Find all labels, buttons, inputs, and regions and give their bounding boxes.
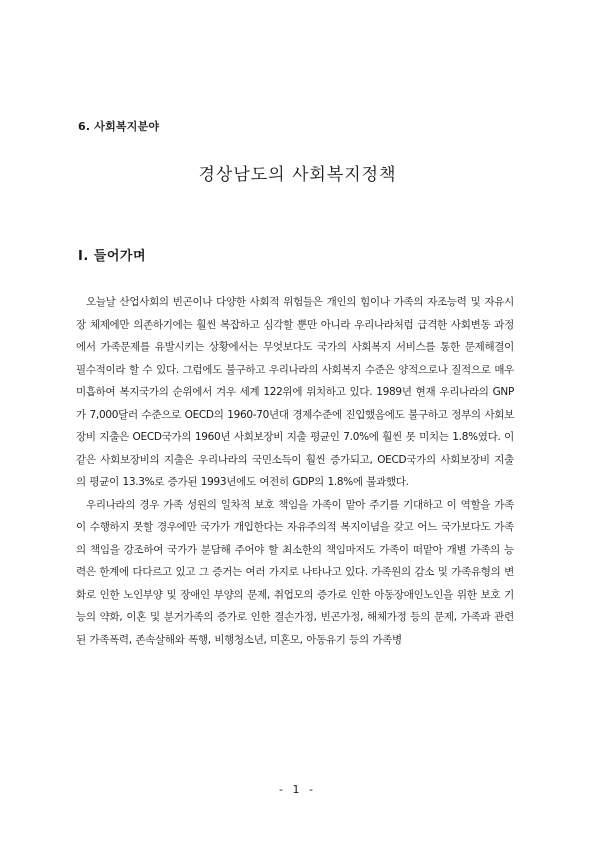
- body-text: [76, 291, 514, 651]
- paragraph-1: 오늘날 산업사회의 빈곤이나 다양한 사회적 위험들은 개인의 힘이나 가족의 자조능력 및 자유시장 체제에만 의존하기에는 훨씬 복잡하고 심각할 뿐만 아니라 우리나라처럼 급격한 사회변동 과정에서 가족문제를 유발시키는 상황에서는 무엇보다도 국가의 사회복지 서비스를 통한 문제해결이 필수적이라 할 수 있다. 그럼에도 불구하고 우리나라의 사회복지 수준은 양적으로나 질적으로 매우 미흡하여 복지국가의 순위에서 겨우 세계 122위에 위치하고 있다. 1989년 현재 우리나라의 GNP가 7,000달러 수준으로 OECD의 1960-70년대 경제수준에 진입했음에도 불구하고 정부의 사회보장비 지출은 OECD국가의 1960년 사회보장비 지출 평균인 7.0%에 훨씬 못 미치는 1.8%였다. 이 같은 사회보장비의 지출은 우리나라의 국민소득이 훨씬 증가되고, OECD국가의 사회보장비 지출의 평균이 13.3%로 증가된 1993년에도 여전히 GDP의 1.8%에 불과했다.: [76, 296, 514, 488]
- page-number: - 1 -: [279, 783, 316, 796]
- section-heading: Ⅰ. 들어가며: [78, 249, 147, 264]
- document-title: 경상남도의 사회복지정책: [198, 165, 397, 185]
- section-label: 6. 사회복지분야: [78, 120, 160, 133]
- paragraph-2: 우리나라의 경우 가족 성원의 일차적 보호 책임을 가족이 맡아 주기를 기대하고 이 역할을 가족이 수행하지 못할 경우에만 국가가 개입한다는 자유주의적 복지이념을 갖고 어느 국가보다도 가족의 책임을 강조하여 국가가 분담해 주어야 할 최소한의 책임마저도 가족이 떠맡아 개별 가족의 능력은 한계에 다다르고 있고 그 증거는 여러 가지로 나타나고 있다. 가족원의 감소 및 가족유형의 변화로 인한 노인부양 및 장애인 부양의 문제, 취업모의 증가로 인한 아동장애인노인을 위한 보호 기능의 약화, 이혼 및 분거가족의 증가로 인한 결손가정, 빈곤가정, 해체가정 등의 문제, 가족과 관련된 가족폭력, 존속살해와 폭행, 비행청소년, 미혼모, 아동유기 등의 가족병: [76, 498, 514, 646]
